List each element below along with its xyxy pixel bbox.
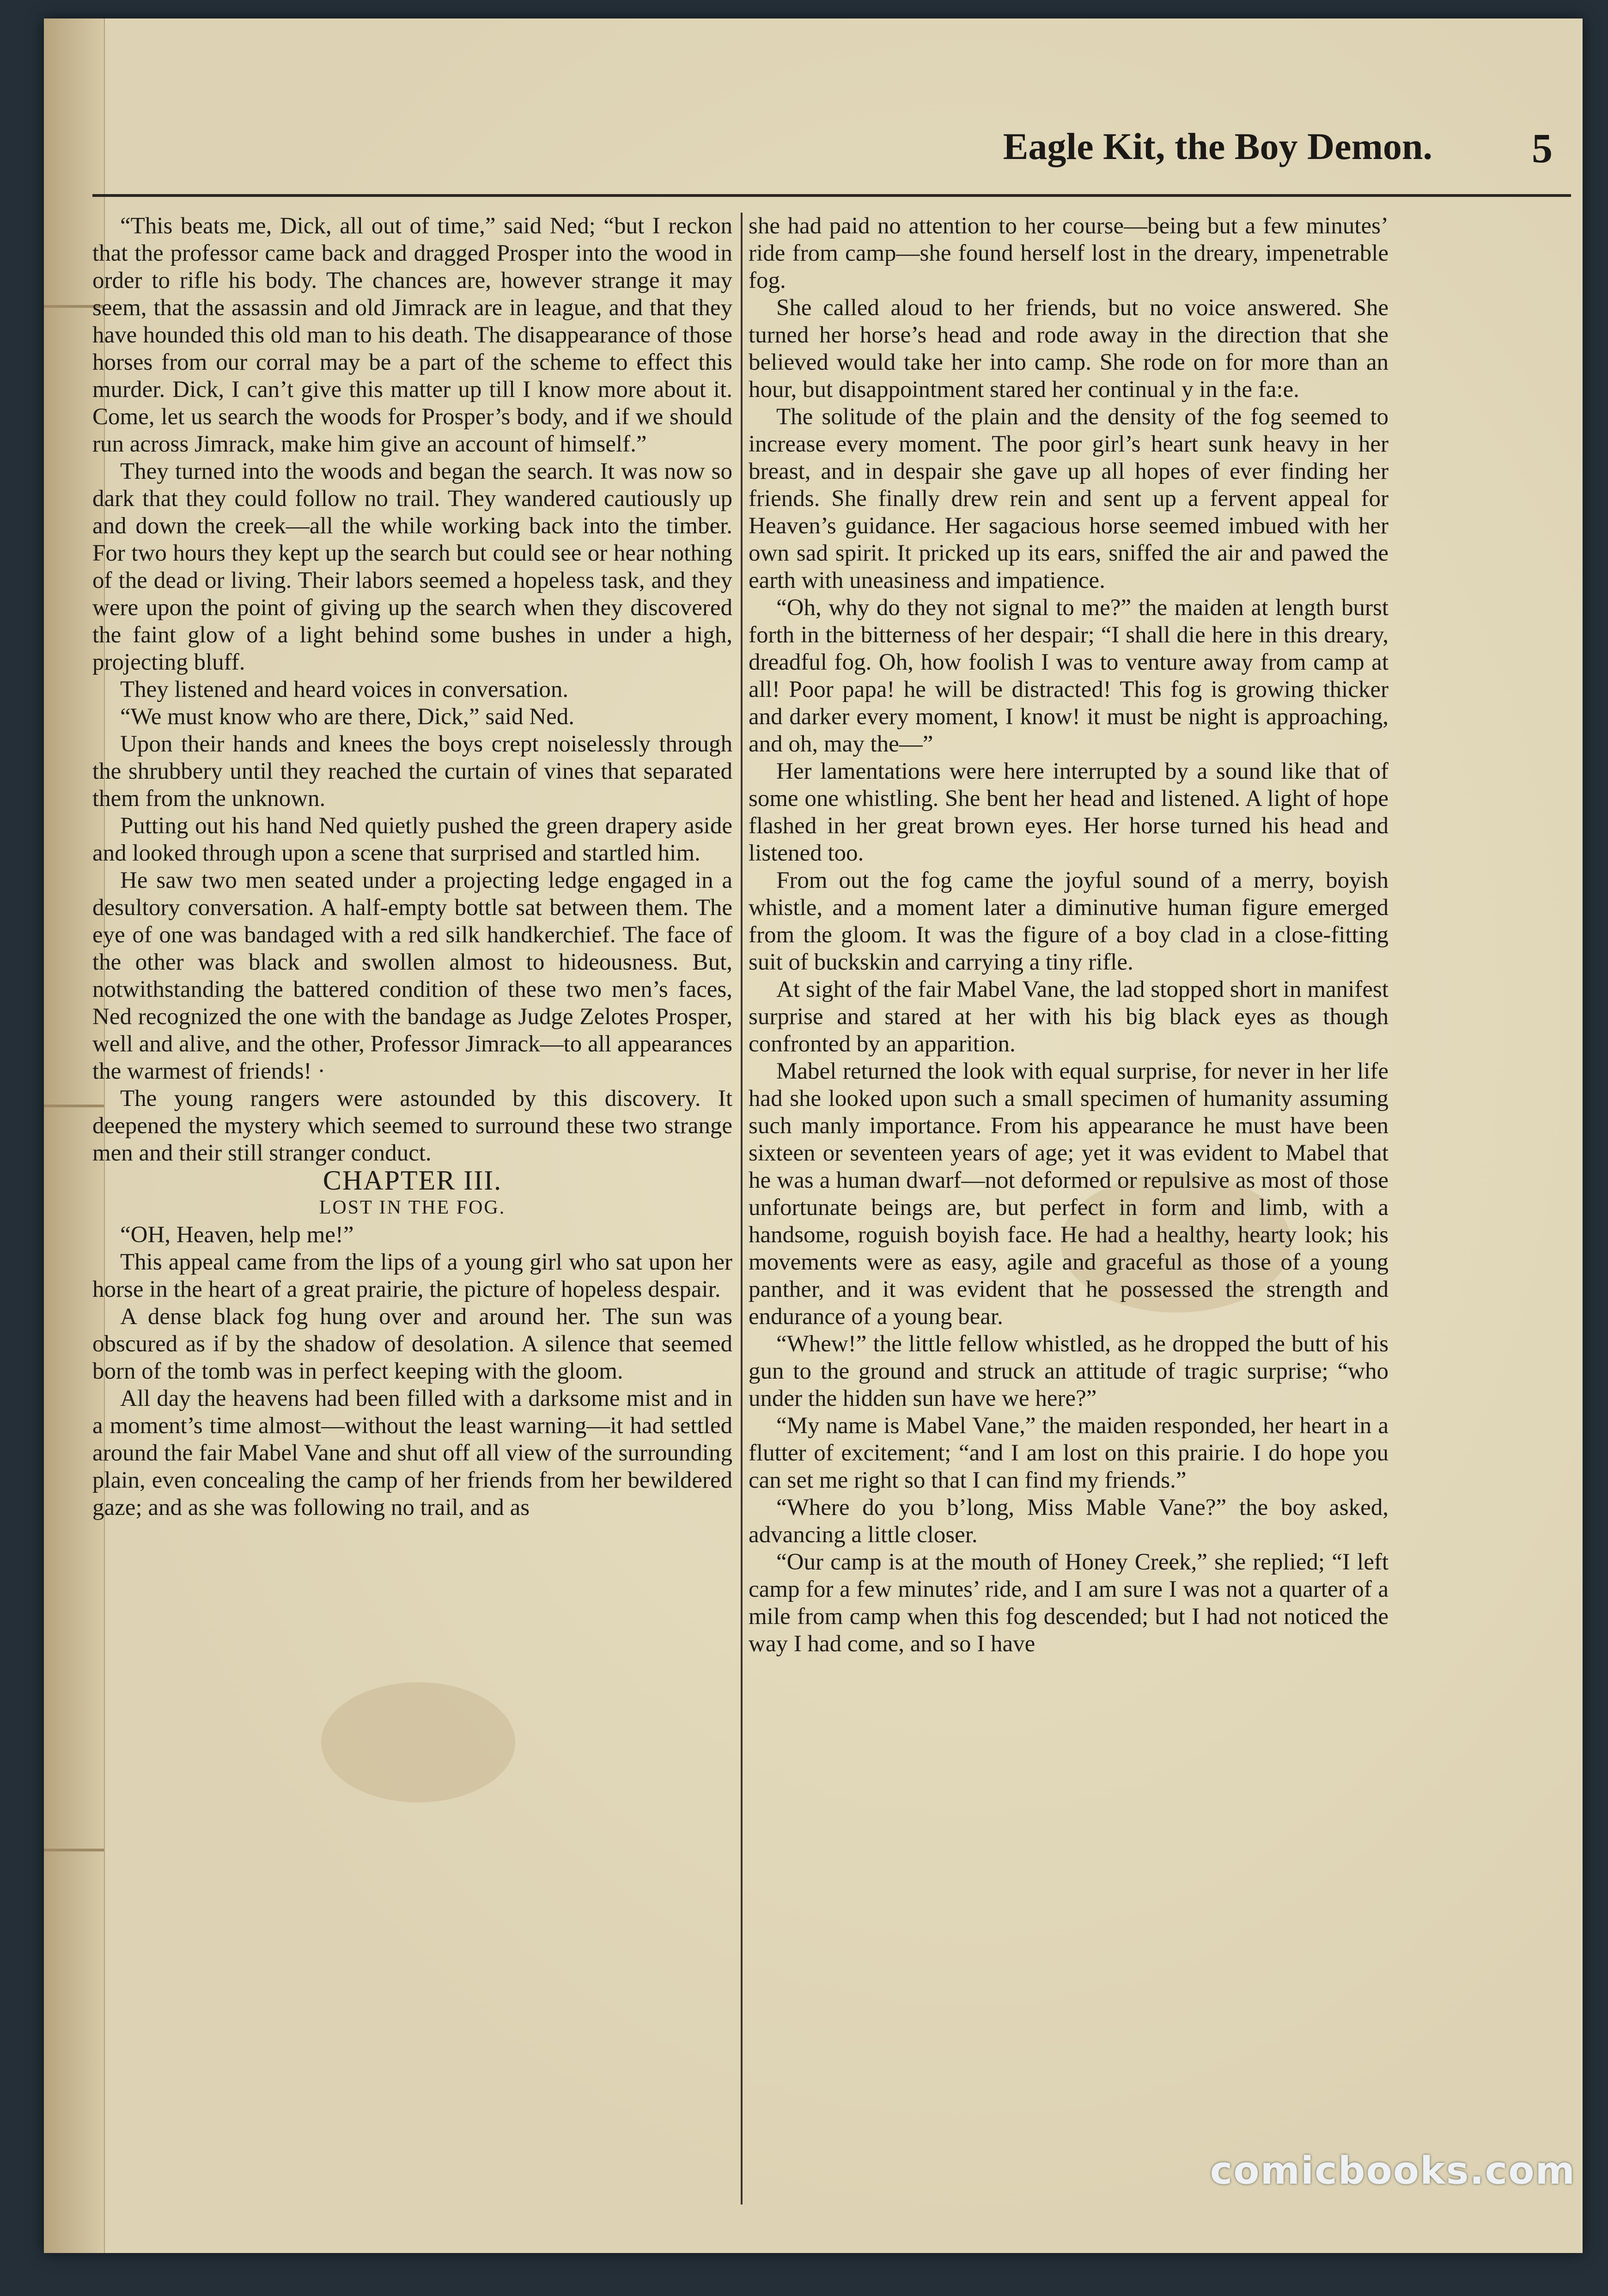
paragraph: Mabel returned the look with equal surprise, for never in her life had she looked upon such a small specimen of humanity assuming such manly importance. From his appearance he must have been sixteen or seventeen years of age; yet it was evident to Mabel that he was a human dwarf—not deformed or repulsive as most of those unfortunate beings are, but perfect in form and limb, with a handsome, roguish boyish face. He had a healthy, hearty look; his movements were as easy, agile and graceful as those of a young panther, and it was evident that he possessed the strength and endurance of a young bear. xyxy=(749,1058,1389,1330)
running-title: Eagle Kit, the Boy Demon. xyxy=(1003,125,1432,167)
page-header xyxy=(92,111,1571,185)
paragraph: She called aloud to her friends, but no voice answered. She turned her horse’s head and rode away in the direction that she believed would take her into camp. She rode on for more than an hour, but disappointment stared her continual y in the fa:e. xyxy=(749,295,1389,403)
right-column xyxy=(749,213,1389,1658)
header-rule xyxy=(92,194,1571,197)
page-number: 5 xyxy=(1532,126,1553,171)
paragraph: she had paid no attention to her course—being but a few minutes’ ride from camp—she found herself lost in the dreary, impenetrable fog. xyxy=(749,213,1389,293)
paragraph: They listened and heard voices in conversation. xyxy=(120,677,569,702)
paragraph: He saw two men seated under a projecting ledge engaged in a desultory conversation. A half-empty bottle sat between them. The eye of one was bandaged with a red silk handkerchief. The face of the other was black and swollen almost to hideousness. But, notwithstanding the battered condition of these two men’s faces, Ned recognized the one with the bandage as Judge Zelotes Prosper, well and alive, and the other, Professor Jimrack—to all appearances the warmest of friends! · xyxy=(92,867,732,1084)
paragraph: “We must know who are there, Dick,” said Ned. xyxy=(120,704,574,730)
paragraph: From out the fog came the joyful sound of a merry, boyish whistle, and a moment later a diminutive human figure emerged from the gloom. It was the figure of a boy clad in a close-fitting suit of buckskin and carrying a tiny rifle. xyxy=(749,867,1389,975)
left-column xyxy=(92,213,732,1521)
paragraph: “My name is Mabel Vane,” the maiden responded, her heart in a flutter of excitement; “and I am lost on this prairie. I do hope you can set me right so that I can find my friends.” xyxy=(749,1413,1389,1493)
paragraph: “Whew!” the little fellow whistled, as he dropped the butt of his gun to the ground and struck an attitude of tragic surprise; “who under the hidden sun have we here?” xyxy=(749,1331,1389,1411)
paragraph: “OH, Heaven, help me!” xyxy=(120,1222,354,1248)
paragraph: A dense black fog hung over and around her. The sun was obscured as if by the shadow of desolation. A silence that seemed born of the tomb was in perfect keeping with the gloom. xyxy=(92,1304,732,1384)
paragraph: “Our camp is at the mouth of Honey Creek,” she replied; “I left camp for a few minutes’ ride, and I am sure I was not a quarter of a mile from camp when this fog descended; but I had not noticed the way I had come, and so I have xyxy=(749,1549,1389,1657)
paragraph: The solitude of the plain and the density of the fog seemed to increase every moment. The poor girl’s heart sunk heavy in her breast, and in despair she gave up all hopes of ever finding her friends. She finally drew rein and sent up a fervent appeal for Heaven’s guidance. Her sagacious horse seemed imbued with her own sad spirit. It pricked up its ears, sniffed the air and pawed the earth with uneasiness and impatience. xyxy=(749,404,1389,593)
chapter-subtitle: LOST IN THE FOG. xyxy=(319,1197,506,1218)
paragraph: “Oh, why do they not signal to me?” the maiden at length burst forth in the bitterness of her despair; “I shall die here in this dreary, dreadful fog. Oh, how foolish I was to venture away from camp at all! Poor papa! he will be distracted! This fog is growing thicker and darker every moment, I know! it must be night is approaching, and oh, may the—” xyxy=(749,595,1389,757)
paragraph: Upon their hands and knees the boys crept noiselessly through the shrubbery until they reached the curtain of vines that separated them from the unknown. xyxy=(92,731,732,812)
paragraph: All day the heavens had been filled with a darksome mist and in a moment’s time almost—without the least warning—it had settled around the fair Mabel Vane and shut off all view of the surrounding plain, even concealing the camp of her friends from her bewildered gaze; and as she was following no trail, and as xyxy=(92,1386,732,1520)
paragraph: Putting out his hand Ned quietly pushed the green drapery aside and looked through upon a scene that surprised and startled him. xyxy=(92,813,732,866)
paragraph: This appeal came from the lips of a young girl who sat upon her horse in the heart of a great prairie, the picture of hopeless despair. xyxy=(92,1249,732,1302)
paragraph: “This beats me, Dick, all out of time,” said Ned; “but I reckon that the professor came back and dragged Prosper into the wood in order to rifle his body. The chances are, however strange it may seem, that the assassin and old Jimrack are in league, and that they have hounded this old man to his death. The disappearance of those horses from our corral may be a part of the scheme to effect this murder. Dick, I can’t give this matter up till I know more about it. Come, let us search the woods for Prosper’s body, and if we should run across Jimrack, make him give an account of himself.” xyxy=(92,213,732,457)
paragraph: “Where do you b’long, Miss Mable Vane?” the boy asked, advancing a little closer. xyxy=(749,1495,1389,1548)
spine-crease xyxy=(44,1849,104,1851)
chapter-heading: CHAPTER III. xyxy=(323,1165,502,1196)
paragraph: The young rangers were astounded by this discovery. It deepened the mystery which seemed to surround these two strange men and their still stranger conduct. xyxy=(92,1086,732,1166)
paragraph: They turned into the woods and began the search. It was now so dark that they could follow no trail. They wandered cautiously up and down the creek—all the while working back into the timber. For two hours they kept up the search but could see or hear nothing of the dead or living. Their labors seemed a hopeless task, and they were upon the point of giving up the search when they discovered the faint glow of a light behind some bushes in under a high, projecting bluff. xyxy=(92,458,732,675)
column-divider xyxy=(741,213,743,2204)
paragraph: At sight of the fair Mabel Vane, the lad stopped short in manifest surprise and stared at her with his big black eyes as though confronted by an apparition. xyxy=(749,977,1389,1057)
paper-stain xyxy=(321,1682,515,1802)
watermark-logo: comicbooks.com xyxy=(1210,2149,1576,2193)
paragraph: Her lamentations were here interrupted by a sound like that of some one whistling. She bent her head and listened. A light of hope flashed in her great brown eyes. Her horse turned his head and listened too. xyxy=(749,758,1389,866)
